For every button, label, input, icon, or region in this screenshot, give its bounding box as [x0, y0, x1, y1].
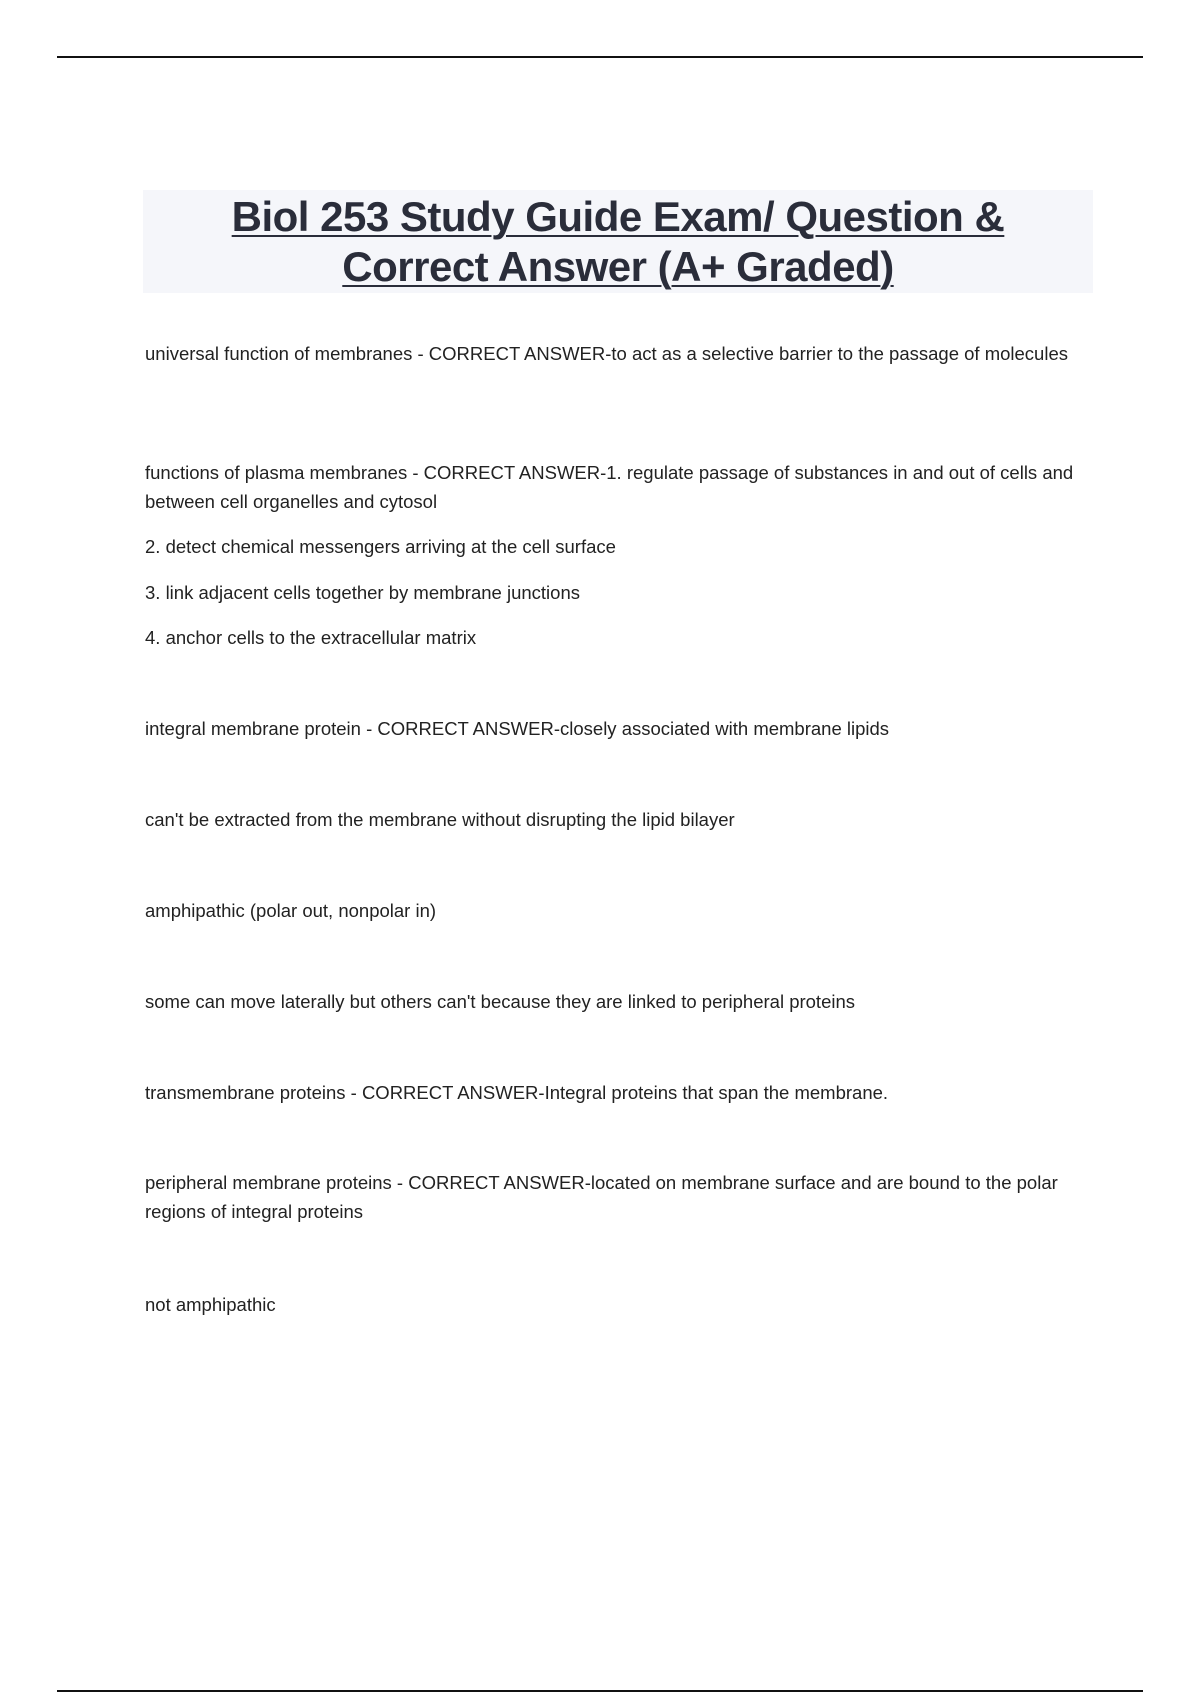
header-rule [57, 56, 1143, 58]
entry-function-2: 2. detect chemical messengers arriving at the cell surface [145, 536, 616, 557]
entry-function-4: 4. anchor cells to the extracellular matrix [145, 627, 477, 648]
entry-cant-be-extracted: can't be extracted from the membrane without disrupting the lipid bilayer [145, 809, 735, 830]
entry-lateral-movement: some can move laterally but others can't because they are linked to peripheral proteins [145, 991, 856, 1012]
entry-not-amphipathic: not amphipathic [145, 1294, 276, 1315]
document-title-line-1: Biol 253 Study Guide Exam/ Question & [231, 193, 1005, 240]
footer-rule [57, 1690, 1143, 1692]
entry-function-3: 3. link adjacent cells together by membrane junctions [145, 582, 580, 603]
document-title-block [143, 190, 1093, 293]
entry-transmembrane-proteins: transmembrane proteins - CORRECT ANSWER-Integral proteins that span the membrane. [145, 1082, 889, 1103]
entry-universal-function: universal function of membranes - CORRECT ANSWER-to act as a selective barrier to the passage of molecules [145, 343, 1068, 364]
entry-amphipathic: amphipathic (polar out, nonpolar in) [145, 900, 437, 921]
entry-peripheral-membrane-proteins: peripheral membrane proteins - CORRECT ANSWER-located on membrane surface and are bound to the polar regions of integral proteins [145, 1172, 1058, 1222]
entry-functions-plasma-membranes: functions of plasma membranes - CORRECT ANSWER-1. regulate passage of substances in and out of cells and between cell organelles and cytosol [145, 462, 1074, 512]
entry-integral-membrane-protein: integral membrane protein - CORRECT ANSWER-closely associated with membrane lipids [145, 718, 890, 739]
document-title-line-2: Correct Answer (A+ Graded) [342, 243, 894, 290]
